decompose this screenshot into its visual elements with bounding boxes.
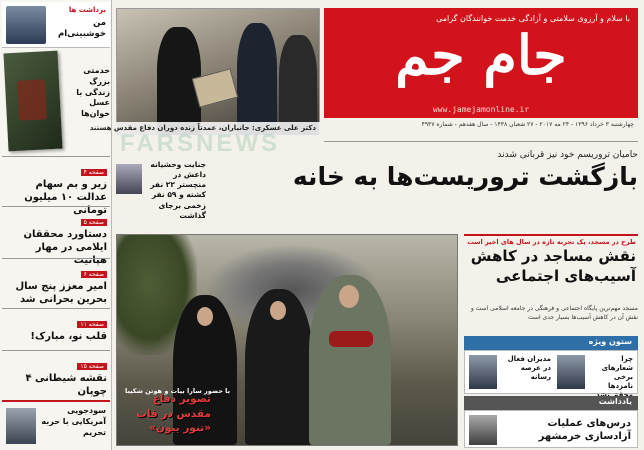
- watermark: FARSNEWS: [120, 130, 281, 157]
- website-url[interactable]: www.jamejamonline.ir: [432, 105, 530, 114]
- figure-man: [279, 35, 317, 135]
- right-story-title: نقش مساجد در کاهش آسیب‌های اجتماعی: [470, 247, 636, 285]
- note-title: درس‌های عملیات آزادسازی خرمشهر: [538, 418, 631, 442]
- main-headline[interactable]: بازگشت تروریست‌ها به خانه: [292, 162, 638, 191]
- photo-caption: تصویر دفاع مقدس در قاب «تنور یبون»: [136, 393, 211, 434]
- side-story-text: جنایت وحشیانه داعش در منچستر ۲۲ نفر کشته و ۵۹ نفر زخمی برجای گذاشت: [150, 160, 206, 220]
- bloodied-arm: [329, 331, 373, 347]
- dateline: چهارشنبه ۳ خرداد ۱۳۹۶ - ۲۴ مه ۲۰۱۷ - ۲۷ شعبان ۱۴۳۸ - سال هفدهم - شماره ۴۹۳۷: [324, 120, 638, 142]
- page-tag: صفحه ۵: [81, 219, 107, 226]
- page-tag: صفحه ۴: [81, 169, 107, 176]
- book-cover-image: [3, 51, 62, 152]
- brief-title: دستاورد محققان ایلامی در مهار هپاتیت: [23, 229, 107, 266]
- brief-item[interactable]: [2, 350, 110, 398]
- actress-face: [197, 307, 213, 326]
- brief-title: امیر معزز پنج سال بحرین بحرانی شد: [15, 281, 107, 305]
- headline-kicker: حامیان تروریسم خود نیز قربانی شدند: [497, 150, 638, 160]
- brief-item[interactable]: [2, 206, 110, 266]
- left-top-tag: برداشت ها: [68, 6, 106, 14]
- column-box[interactable]: [464, 350, 638, 394]
- columnist-photo: [6, 408, 36, 444]
- brief-title: قلب نو، مبارک!: [30, 331, 107, 342]
- page-tag: صفحه ۶: [81, 271, 107, 278]
- left-bottom-item[interactable]: [2, 400, 110, 448]
- side-story[interactable]: [116, 160, 206, 222]
- photo-tag: با حضور سارا بیات و هوتن شکیبا: [125, 387, 231, 395]
- note-box[interactable]: [464, 410, 638, 448]
- masthead-slogan: با سلام و آرزوی سلامتی و آزادگی خدمت خوانندگان گرامی: [436, 14, 630, 23]
- right-story[interactable]: [464, 234, 638, 304]
- brief-item[interactable]: [2, 156, 110, 216]
- page-tag: صفحه ۱۱: [77, 321, 107, 328]
- right-story-tag: طرح در مسجد، یک تجربه تازه در سال های اخیر است: [467, 238, 636, 246]
- top-photo-caption: دکتر علی عسکری: جانباران، عمدتاً زنده دوران دفاع مقدس هستند: [116, 122, 320, 136]
- page-tag: صفحه ۱۵: [77, 363, 107, 370]
- columnist-photo: [469, 355, 497, 389]
- figure-man: [237, 23, 277, 135]
- brief-item[interactable]: [2, 258, 110, 306]
- right-story-lead: مسجد مهم‌ترین پایگاه اجتماعی و فرهنگی در جامعه اسلامی است و نقش آن در کاهش آسیب‌ها بسیار جدی است: [470, 305, 638, 321]
- book-teaser[interactable]: خدمتی بزرگ زندگی با عسل خوان‌ها: [76, 66, 110, 119]
- columnist-photo: [557, 355, 585, 389]
- author-photo: [6, 6, 46, 44]
- top-news-photo[interactable]: [116, 8, 320, 136]
- side-story-photo: [116, 164, 142, 194]
- main-photo[interactable]: [116, 234, 458, 446]
- column-right-text: چرا شعارهای برخی نامزدها: [601, 355, 633, 391]
- left-top-item[interactable]: [2, 2, 110, 48]
- brief-title: نقشه شیطانی ۴ چوپان: [25, 373, 107, 397]
- author-photo: [469, 415, 497, 445]
- column-header: ستون ویژه: [464, 336, 638, 350]
- actor-face: [339, 285, 359, 308]
- left-top-text: من خوشبینی‌ام: [58, 18, 106, 40]
- brief-item[interactable]: [2, 308, 110, 348]
- actress-face: [270, 301, 286, 320]
- note-header: یادداشت: [464, 396, 638, 410]
- masthead[interactable]: [324, 8, 638, 118]
- brief-title: زیر و بم سهام عدالت ۱۰ میلیون تومانی: [24, 179, 107, 216]
- left-bottom-text: سودجویی آمریکایی با حربه تحریم: [41, 406, 106, 437]
- newspaper-logo: جام جم: [395, 23, 567, 87]
- column-left-text: مدیران فعال در عرصه رسانه: [507, 355, 551, 382]
